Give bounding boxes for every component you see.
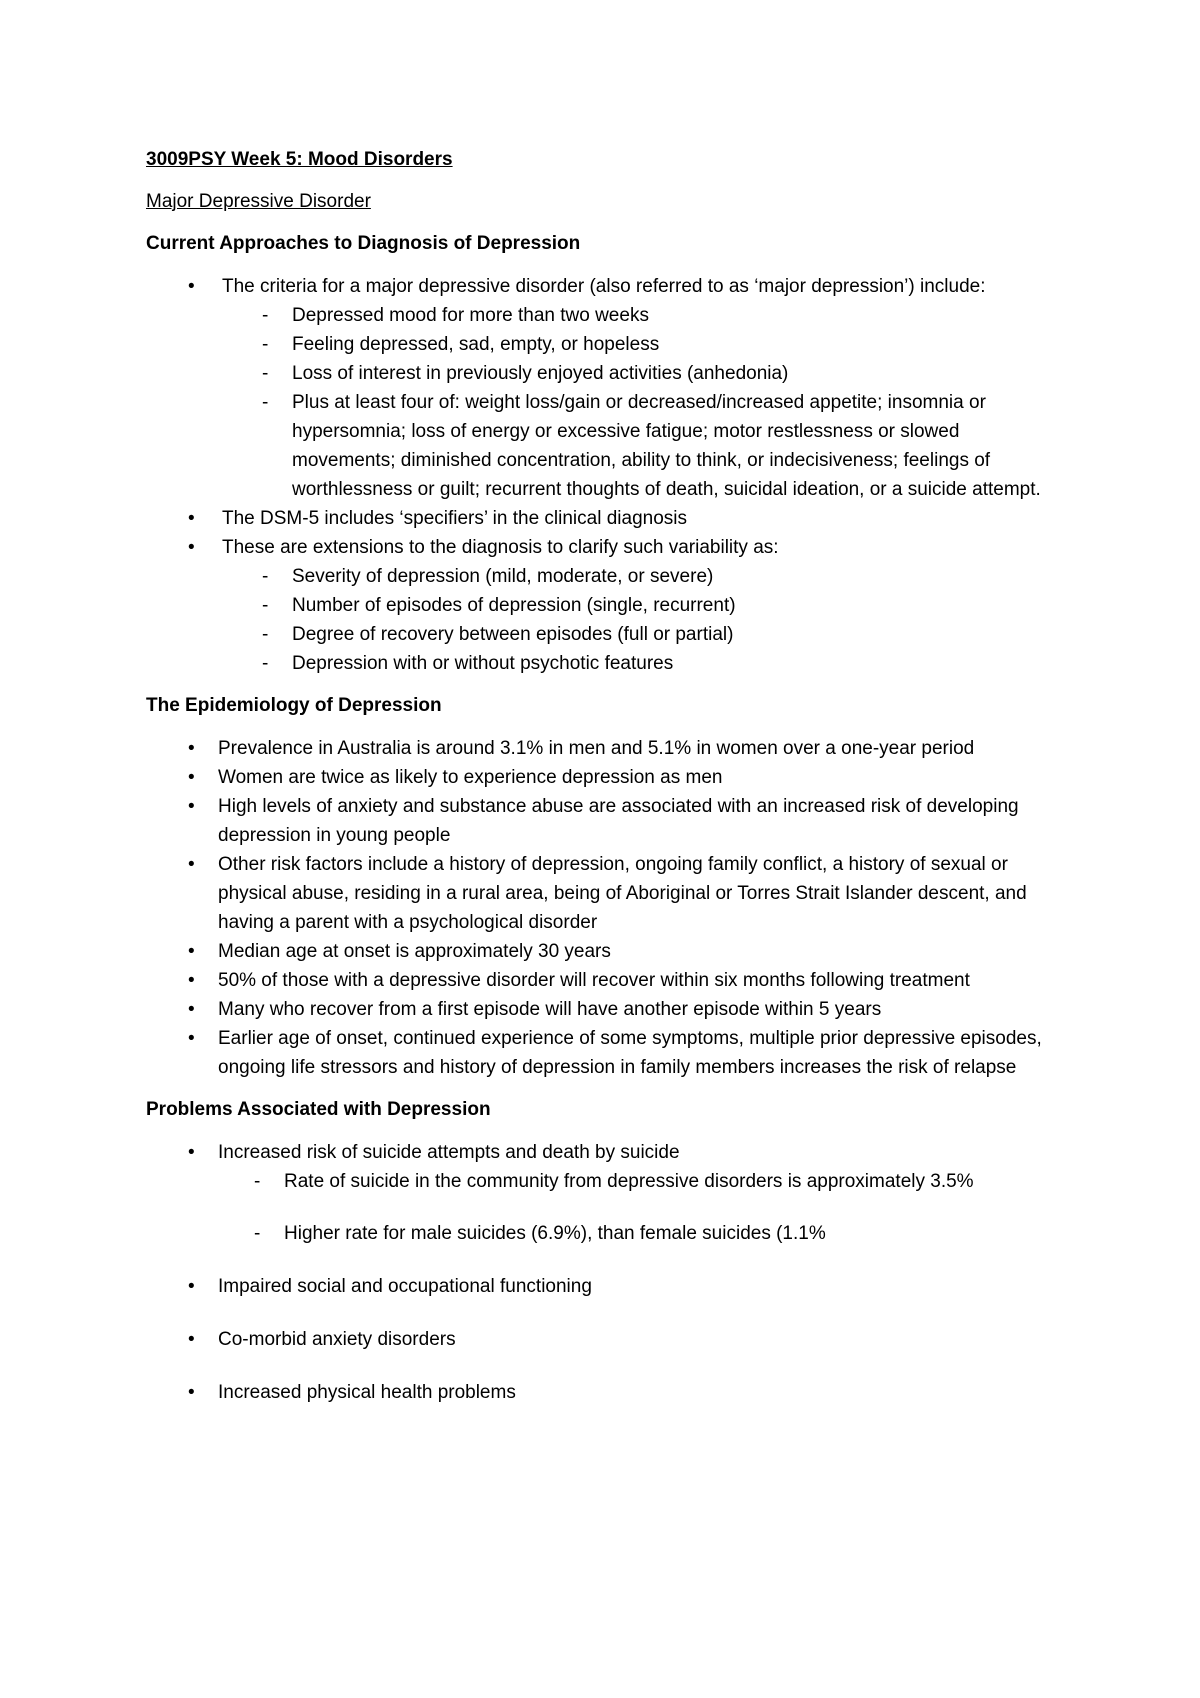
list-item bbox=[146, 272, 1066, 504]
list-item bbox=[146, 1272, 1066, 1301]
document-subtitle: Major Depressive Disorder bbox=[146, 191, 371, 212]
list-item bbox=[146, 937, 1066, 966]
sub-list-item bbox=[146, 330, 1066, 359]
list-item bbox=[146, 734, 1066, 763]
sub-list-item-text: Depression with or without psychotic features bbox=[292, 653, 674, 674]
list-item-text: Women are twice as likely to experience depression as men bbox=[218, 767, 723, 788]
list-item-text: These are extensions to the diagnosis to clarify such variability as: bbox=[222, 537, 779, 558]
sub-list-item bbox=[146, 620, 1066, 649]
list-item-text: 50% of those with a depressive disorder will recover within six months following treatment bbox=[218, 970, 970, 991]
list-item bbox=[146, 966, 1066, 995]
list-item bbox=[146, 763, 1066, 792]
sub-list-item bbox=[146, 562, 1066, 591]
list-item-text: Co-morbid anxiety disorders bbox=[218, 1329, 456, 1350]
section-heading-diagnosis: Current Approaches to Diagnosis of Depression bbox=[146, 233, 581, 254]
sub-list-item-text: Severity of depression (mild, moderate, or severe) bbox=[292, 566, 714, 587]
list-item bbox=[146, 1378, 1066, 1407]
bullet-icon: • bbox=[188, 999, 195, 1020]
list-item bbox=[146, 533, 1066, 678]
list-item-text: Earlier age of onset, continued experience of some symptoms, multiple prior depressive episodes, ongoing life stressors and history of depression in family members increases the risk of relapse bbox=[218, 1028, 1042, 1078]
sub-list-item bbox=[146, 301, 1066, 330]
dash-icon: - bbox=[262, 624, 269, 645]
bullet-icon: • bbox=[188, 738, 195, 759]
list-item-text: Median age at onset is approximately 30 years bbox=[218, 941, 611, 962]
bullet-icon: • bbox=[188, 767, 195, 788]
dash-icon: - bbox=[254, 1171, 261, 1192]
document-body bbox=[146, 146, 1066, 1431]
section-heading-problems: Problems Associated with Depression bbox=[146, 1099, 491, 1120]
bullet-icon: • bbox=[188, 537, 195, 558]
list-item-text: Impaired social and occupational functioning bbox=[218, 1276, 592, 1297]
list-item bbox=[146, 792, 1066, 850]
sub-list-item bbox=[146, 388, 1066, 504]
list-item-text: Many who recover from a first episode will have another episode within 5 years bbox=[218, 999, 882, 1020]
list-item bbox=[146, 1024, 1066, 1082]
list-item-text: Increased risk of suicide attempts and death by suicide bbox=[218, 1142, 680, 1163]
sub-list-item-text: Number of episodes of depression (single, recurrent) bbox=[292, 595, 736, 616]
bullet-icon: • bbox=[188, 276, 195, 297]
list-item bbox=[146, 1325, 1066, 1354]
sub-list bbox=[222, 301, 1066, 504]
bullet-icon: • bbox=[188, 508, 195, 529]
list-item-text: The criteria for a major depressive disorder (also referred to as ‘major depression’) include: bbox=[222, 276, 986, 297]
list-item bbox=[146, 1138, 1066, 1248]
dash-icon: - bbox=[262, 595, 269, 616]
sub-list bbox=[214, 1167, 1066, 1248]
sub-list-item-text: Higher rate for male suicides (6.9%), than female suicides (1.1% bbox=[284, 1223, 826, 1244]
bullet-icon: • bbox=[188, 854, 195, 875]
bullet-icon: • bbox=[188, 796, 195, 817]
sub-list-item bbox=[146, 649, 1066, 678]
sub-list-item-text: Plus at least four of: weight loss/gain or decreased/increased appetite; insomnia or hypersomnia; loss of energy or excessive fatigue; motor restlessness or slowed movements; diminished concentration, ability to think, or indecisiveness; feelings of worthlessness or guilt; recurrent thoughts of death, suicidal ideation, or a suicide attempt. bbox=[292, 392, 1041, 500]
section-heading-epidemiology: The Epidemiology of Depression bbox=[146, 695, 442, 716]
bullet-icon: • bbox=[188, 1329, 195, 1350]
dash-icon: - bbox=[262, 566, 269, 587]
list-item-text: Prevalence in Australia is around 3.1% in men and 5.1% in women over a one-year period bbox=[218, 738, 975, 759]
bullet-icon: • bbox=[188, 1028, 195, 1049]
dash-icon: - bbox=[262, 653, 269, 674]
diagnosis-list bbox=[146, 272, 1066, 678]
list-item-text: Increased physical health problems bbox=[218, 1382, 516, 1403]
sub-list-item bbox=[138, 1167, 1066, 1196]
dash-icon: - bbox=[262, 334, 269, 355]
sub-list-item bbox=[146, 591, 1066, 620]
sub-list-item-text: Degree of recovery between episodes (full or partial) bbox=[292, 624, 734, 645]
epidemiology-list bbox=[146, 734, 1066, 1082]
list-item-text: Other risk factors include a history of depression, ongoing family conflict, a history of sexual or physical abuse, residing in a rural area, being of Aboriginal or Torres Strait Islander descent, and having a parent with a psychological disorder bbox=[218, 854, 1027, 933]
sub-list-item bbox=[146, 359, 1066, 388]
list-item-text: High levels of anxiety and substance abuse are associated with an increased risk of developing depression in young people bbox=[218, 796, 1019, 846]
list-item bbox=[146, 504, 1066, 533]
list-item bbox=[146, 850, 1066, 937]
dash-icon: - bbox=[254, 1223, 261, 1244]
list-item bbox=[146, 995, 1066, 1024]
sub-list bbox=[222, 562, 1066, 678]
bullet-icon: • bbox=[188, 941, 195, 962]
sub-list-item bbox=[138, 1219, 1066, 1248]
sub-list-item-text: Feeling depressed, sad, empty, or hopeless bbox=[292, 334, 660, 355]
dash-icon: - bbox=[262, 363, 269, 384]
sub-list-item-text: Depressed mood for more than two weeks bbox=[292, 305, 649, 326]
document-title: 3009PSY Week 5: Mood Disorders bbox=[146, 149, 453, 170]
list-item-text: The DSM-5 includes ‘specifiers’ in the clinical diagnosis bbox=[222, 508, 687, 529]
sub-list-item-text: Rate of suicide in the community from depressive disorders is approximately 3.5% bbox=[284, 1171, 974, 1192]
bullet-icon: • bbox=[188, 1142, 195, 1163]
sub-list-item-text: Loss of interest in previously enjoyed activities (anhedonia) bbox=[292, 363, 789, 384]
bullet-icon: • bbox=[188, 1382, 195, 1403]
dash-icon: - bbox=[262, 305, 269, 326]
bullet-icon: • bbox=[188, 970, 195, 991]
dash-icon: - bbox=[262, 392, 269, 413]
bullet-icon: • bbox=[188, 1276, 195, 1297]
problems-list bbox=[146, 1138, 1066, 1407]
